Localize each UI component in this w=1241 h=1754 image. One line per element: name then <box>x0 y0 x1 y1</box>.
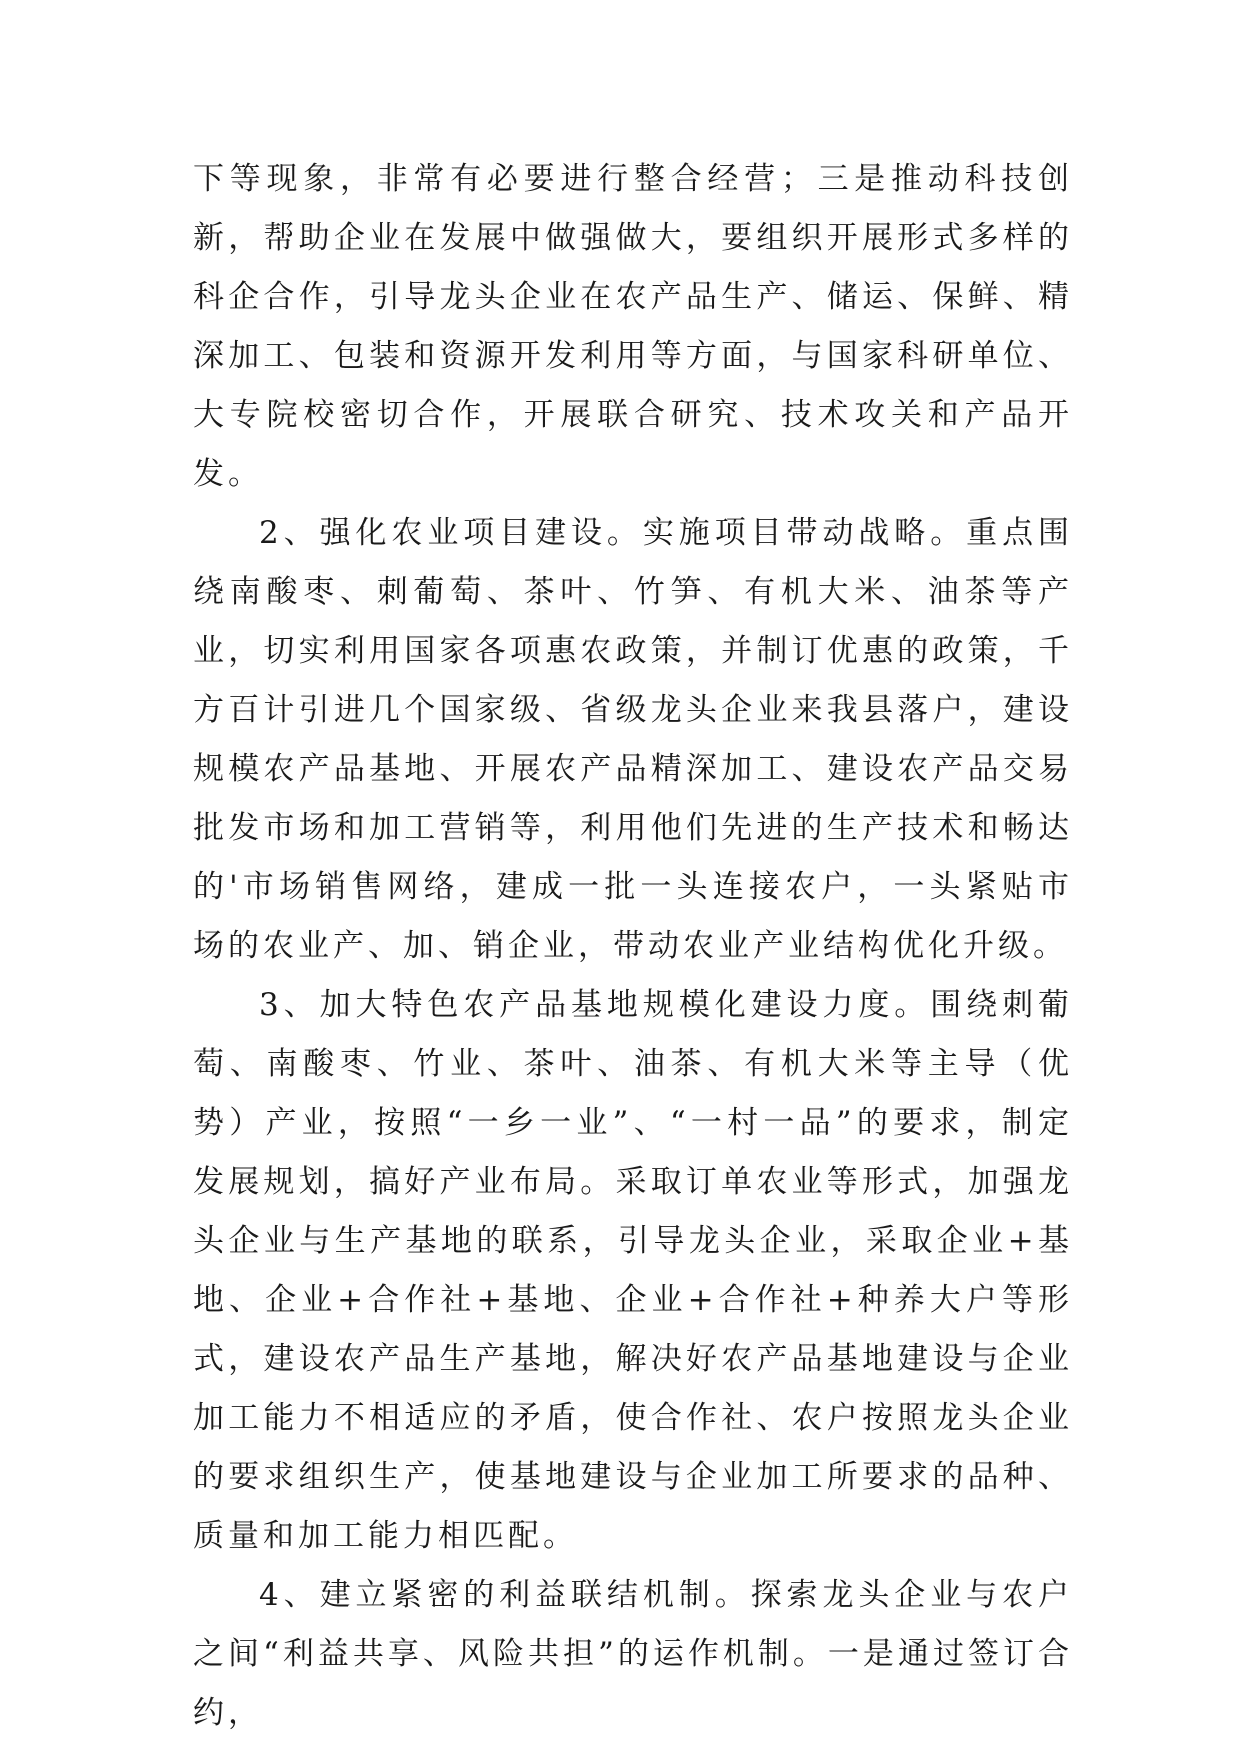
paragraph-base-construction: 3、加大特色农产品基地规模化建设力度。围绕刺葡萄、南酸枣、竹业、茶叶、油茶、有机大米等主导（优势）产业，按照“一乡一业”、“一村一品”的要求，制定发展规划，搞好产业布局。采取订单农业等形式，加强龙头企业与生产基地的联系，引导龙头企业，采取企业+基地、企业+合作社+基地、企业+合作社+种养大户等形式，建设农产品生产基地，解决好农产品基地建设与企业加工能力不相适应的矛盾，使合作社、农户按照龙头企业的要求组织生产，使基地建设与企业加工所要求的品种、质量和加工能力相匹配。 <box>193 987 1073 1554</box>
paragraph-project-construction: 2、强化农业项目建设。实施项目带动战略。重点围绕南酸枣、刺葡萄、茶叶、竹笋、有机大米、油茶等产业，切实利用国家各项惠农政策，并制订优惠的政策，千方百计引进几个国家级、省级龙头企业来我县落户，建设规模农产品基地、开展农产品精深加工、建设农产品交易批发市场和加工营销等，利用他们先进的生产技术和畅达的'市场销售网络，建成一批一头连接农户，一头紧贴市场的农业产、加、销企业，带动农业产业结构优化升级。 <box>193 515 1073 964</box>
document-page <box>193 150 1073 1743</box>
paragraph-continuation: 下等现象，非常有必要进行整合经营；三是推动科技创新，帮助企业在发展中做强做大，要组织开展形式多样的科企合作，引导龙头企业在农产品生产、储运、保鲜、精深加工、包装和资源开发利用等方面，与国家科研单位、大专院校密切合作，开展联合研究、技术攻关和产品开发。 <box>193 161 1073 492</box>
paragraph-benefit-mechanism: 4、建立紧密的利益联结机制。探索龙头企业与农户之间“利益共享、风险共担”的运作机制。一是通过签订合约， <box>193 1577 1073 1731</box>
